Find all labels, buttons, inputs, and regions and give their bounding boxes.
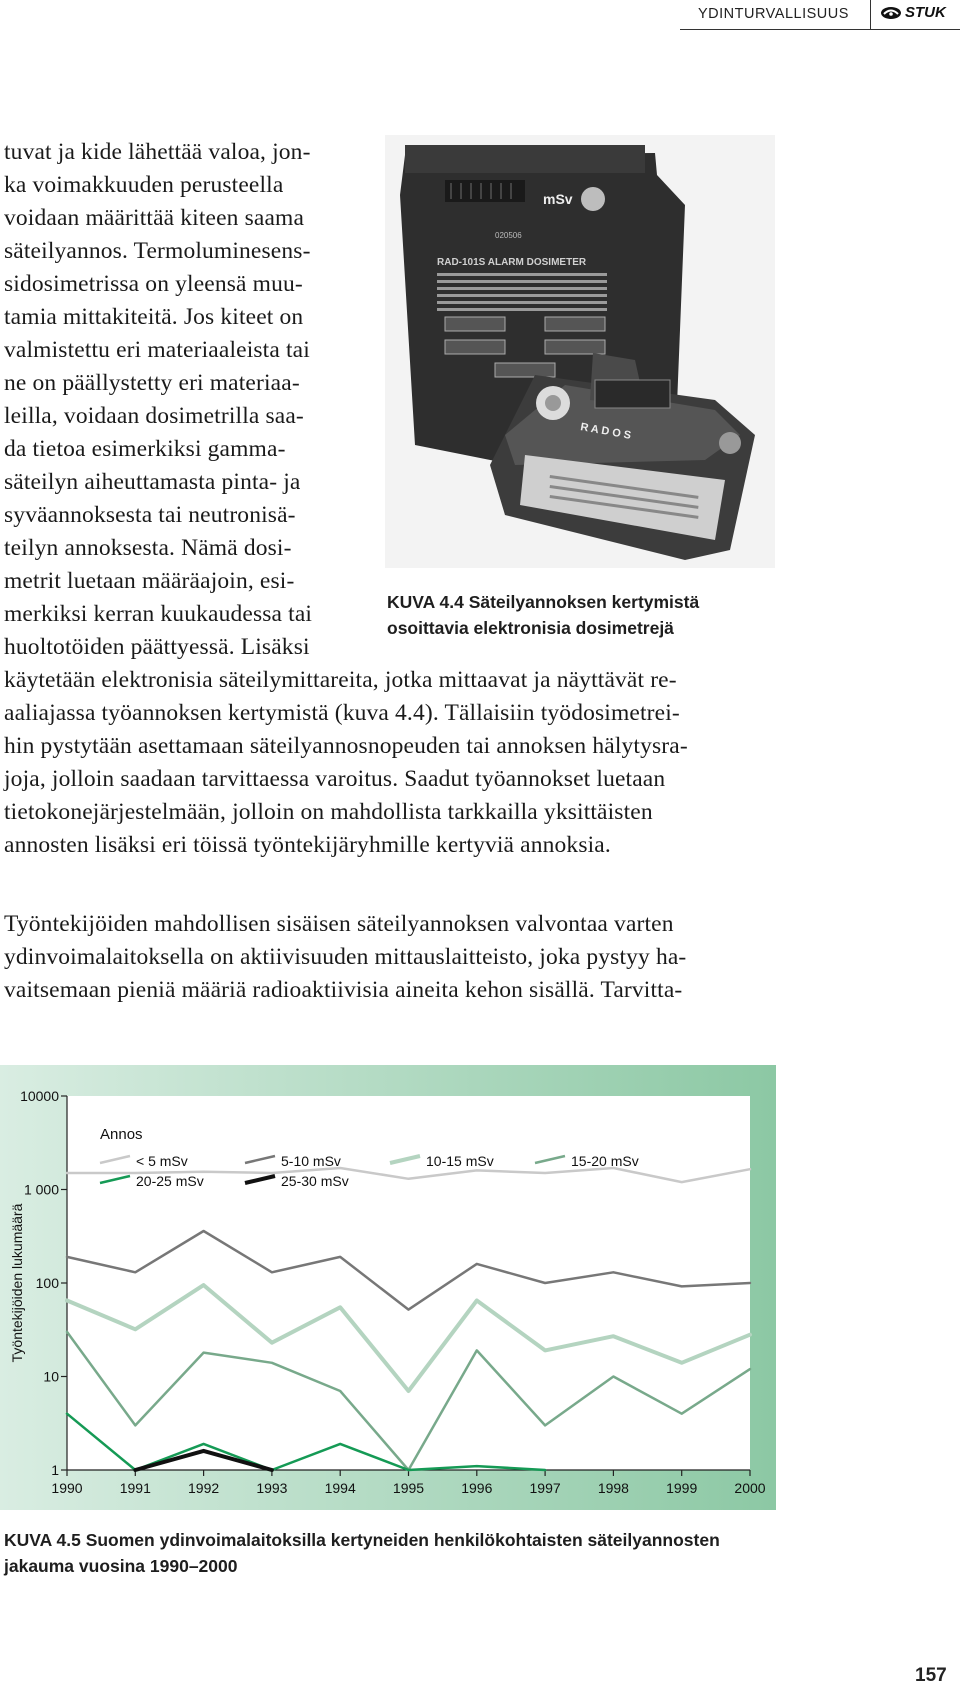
y-tick-label: 10000: [20, 1088, 59, 1104]
stuk-logo: [880, 4, 946, 21]
figure-4-4-caption-line2: osoittavia elektronisia dosimetrejä: [387, 618, 674, 638]
x-tick-label: 2000: [734, 1480, 766, 1496]
body-line: tuvat ja kide lähettää valoa, jon-: [4, 139, 311, 165]
body-line: vaitsemaan pieniä määriä radioaktiivisia aineita kehon sisällä. Tarvitta-: [4, 977, 683, 1003]
body-line: säteilyannos. Termoluminesens-: [4, 238, 311, 264]
y-axis-label: Työntekijöiden lukumäärä: [9, 1203, 25, 1363]
legend-label: 20-25 mSv: [136, 1173, 204, 1189]
x-tick-label: 1995: [392, 1480, 425, 1496]
legend-label: 10-15 mSv: [426, 1153, 494, 1169]
y-tick-label: 100: [35, 1275, 59, 1291]
legend-label: 15-20 mSv: [571, 1153, 639, 1169]
stuk-radiation-icon: [880, 6, 902, 20]
device1-unit: mSv: [543, 191, 573, 207]
device1-serial: 020506: [495, 231, 522, 240]
stuk-logo-text: STUK: [905, 4, 946, 21]
body-line: ne on päällystetty eri materiaa-: [4, 370, 300, 396]
legend-label: 5-10 mSv: [281, 1153, 341, 1169]
x-tick-label: 1996: [461, 1480, 493, 1496]
figure-4-5-caption-line2: jakauma vuosina 1990–2000: [4, 1556, 238, 1576]
body-line: aaliajassa työannoksen kertymistä (kuva 4.4). Tällaisiin työdosimetrei-: [4, 700, 680, 726]
x-tick-label: 1998: [597, 1480, 629, 1496]
y-tick-label: 1 000: [23, 1181, 59, 1198]
legend-label: 25-30 mSv: [281, 1173, 349, 1189]
device1-label: RAD-101S ALARM DOSIMETER: [437, 257, 587, 268]
body-line: metrit luetaan määräajoin, esi-: [4, 568, 295, 594]
legend-label: < 5 mSv: [136, 1153, 188, 1169]
legend-title: Annos: [100, 1126, 143, 1143]
body-line: huoltotöiden päättyessä. Lisäksi: [4, 634, 310, 660]
body-line: tietokonejärjestelmään, jolloin on mahdollista tarkkailla yksittäisten: [4, 799, 653, 825]
body-line: joja, jolloin saadaan tarvittaessa varoitus. Saadut työannokset luetaan: [4, 766, 666, 792]
x-tick-label: 1991: [119, 1480, 151, 1496]
x-tick-label: 1993: [256, 1480, 288, 1496]
running-header: YDINTURVALLISUUS: [698, 6, 849, 22]
y-tick-label: 1: [51, 1462, 59, 1478]
x-tick-label: 1997: [529, 1480, 561, 1496]
x-tick-label: 1992: [188, 1480, 220, 1496]
body-line: merkiksi kerran kuukaudessa tai: [4, 601, 313, 627]
x-tick-label: 1990: [51, 1480, 83, 1496]
x-tick-label: 1999: [666, 1480, 698, 1496]
body-line: käytetään elektronisia säteilymittareita, jotka mittaavat ja näyttävät re-: [4, 667, 677, 693]
body-line: ka voimakkuuden perusteella: [4, 172, 284, 198]
header-rule: [680, 29, 960, 30]
body-line: säteilyn aiheuttamasta pinta- ja: [4, 469, 301, 495]
body-line: Työntekijöiden mahdollisen sisäisen säteilyannoksen valvontaa varten: [4, 911, 674, 937]
figure-4-5-caption-line1: KUVA 4.5 Suomen ydinvoimalaitoksilla kertyneiden henkilökohtaisten säteilyannosten: [4, 1530, 720, 1550]
page-number: 157: [915, 1665, 947, 1686]
body-line: hin pystytään asettamaan säteilyannosnopeuden tai annoksen hälytysra-: [4, 733, 688, 759]
body-line: sidosimetrissa on yleensä muu-: [4, 271, 303, 297]
dosimeter-photo: [385, 135, 775, 568]
body-line: tamia mittakiteitä. Jos kiteet on: [4, 304, 304, 330]
body-line: da tietoa esimerkiksi gamma-: [4, 436, 286, 462]
header-divider: [870, 0, 871, 30]
body-line: teilyn annoksesta. Nämä dosi-: [4, 535, 292, 561]
body-line: syväannoksesta tai neutronisä-: [4, 502, 296, 528]
body-line: leilla, voidaan dosimetrilla saa-: [4, 403, 304, 429]
device2-brand: R A D O S: [579, 421, 632, 442]
body-line: valmistettu eri materiaaleista tai: [4, 337, 310, 363]
body-line: ydinvoimalaitoksella on aktiivisuuden mittauslaitteisto, joka pystyy ha-: [4, 944, 687, 970]
x-tick-label: 1994: [324, 1480, 356, 1496]
dose-distribution-chart: [0, 1065, 776, 1510]
figure-4-4-caption-line1: KUVA 4.4 Säteilyannoksen kertymistä: [387, 592, 700, 612]
y-tick-label: 10: [43, 1368, 59, 1385]
body-line: voidaan määrittää kiteen saama: [4, 205, 305, 231]
body-line: annosten lisäksi eri töissä työntekijäryhmille kertyviä annoksia.: [4, 832, 611, 858]
